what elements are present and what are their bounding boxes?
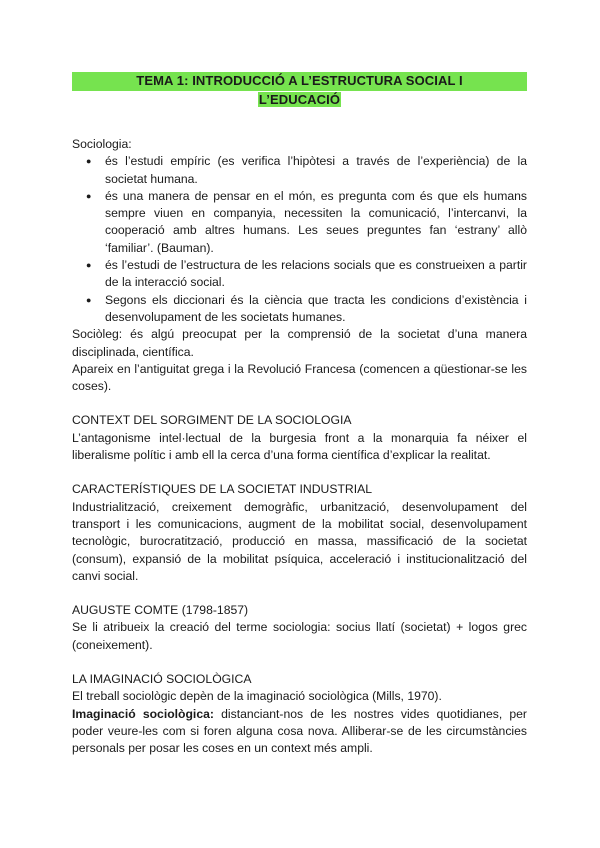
list-item: ● és l’estudi empíric (es verifica l’hipòtesi a través de l’experiència) de la societat humana. bbox=[72, 153, 527, 188]
document-page bbox=[72, 72, 527, 758]
list-item: ● Segons els diccionari és la ciència que tracta les condicions d’existència i desenvolupament de les societats humanes. bbox=[72, 292, 527, 327]
imaginacio-paragraph-1: El treball sociològic depèn de la imaginació sociològica (Mills, 1970). bbox=[72, 689, 442, 704]
title-line-1: TEMA 1: INTRODUCCIÓ A L’ESTRUCTURA SOCIAL I bbox=[136, 73, 463, 88]
imaginacio-paragraph-2 bbox=[72, 706, 527, 758]
section-sociologia bbox=[72, 136, 527, 395]
context-heading: CONTEXT DEL SORGIMENT DE LA SOCIOLOGIA bbox=[72, 413, 352, 428]
sociologia-heading: Sociologia: bbox=[72, 137, 132, 151]
comte-paragraph: Se li atribueix la creació del terme sociologia: socius llatí (societat) + logos grec (coneixement). bbox=[72, 620, 527, 652]
title-line-2: L’EDUCACIÓ bbox=[258, 91, 341, 107]
caracteristiques-paragraph: Industrialització, creixement demogràfic, urbanització, desenvolupament del transport i les comunicacions, augment de la mobilitat social, desenvolupament tecnològic, burocratització, producció en massa, massificació de la societat (consum), expansió de la mobilitat psíquica, acceleració i institucionalització del canvi social. bbox=[72, 499, 527, 583]
caracteristiques-heading: CARACTERÍSTIQUES DE LA SOCIETAT INDUSTRIAL bbox=[72, 482, 373, 497]
imaginacio-definition: distanciant-nos de les nostres vides quotidianes, per poder veure-les com si foren alguna cosa nova. Alliberar-se de les circumstàncies personals per posar les coses en un context més ampli. bbox=[72, 706, 527, 756]
section-context bbox=[72, 412, 527, 464]
socioleg-paragraph: Sociòleg: és algú preocupat per la comprensió de la societat d’una manera disciplinada, científica. bbox=[72, 327, 527, 359]
section-caracteristiques bbox=[72, 481, 527, 585]
imaginacio-bold-label: Imaginació sociològica: bbox=[72, 706, 214, 721]
sociologia-bullet-list bbox=[72, 153, 527, 326]
context-paragraph: L’antagonisme intel·lectual de la burgesia front a la monarquia fa néixer el liberalisme polític i amb ell la cerca d’una forma científica d’explicar la realitat. bbox=[72, 430, 527, 463]
list-item: ● és una manera de pensar en el món, es pregunta com és que els humans sempre viuen en companyia, necessiten la comunicació, l’intercanvi, la cooperació amb altres humans. Les seues preguntes fan ‘estrany’ allò ‘familiar’. (Bauman). bbox=[72, 188, 527, 257]
section-imaginacio bbox=[72, 671, 527, 757]
comte-heading: AUGUSTE COMTE (1798-1857) bbox=[72, 603, 249, 618]
apareix-paragraph: Apareix en l’antiguitat grega i la Revolució Francesa (comencen a qüestionar-se les coses). bbox=[72, 361, 527, 394]
section-comte bbox=[72, 602, 527, 654]
list-item: ● és l’estudi de l’estructura de les relacions socials que es construeixen a partir de la interacció social. bbox=[72, 257, 527, 292]
imaginacio-heading: LA IMAGINACIÓ SOCIOLÒGICA bbox=[72, 672, 252, 687]
page-title bbox=[72, 72, 527, 109]
